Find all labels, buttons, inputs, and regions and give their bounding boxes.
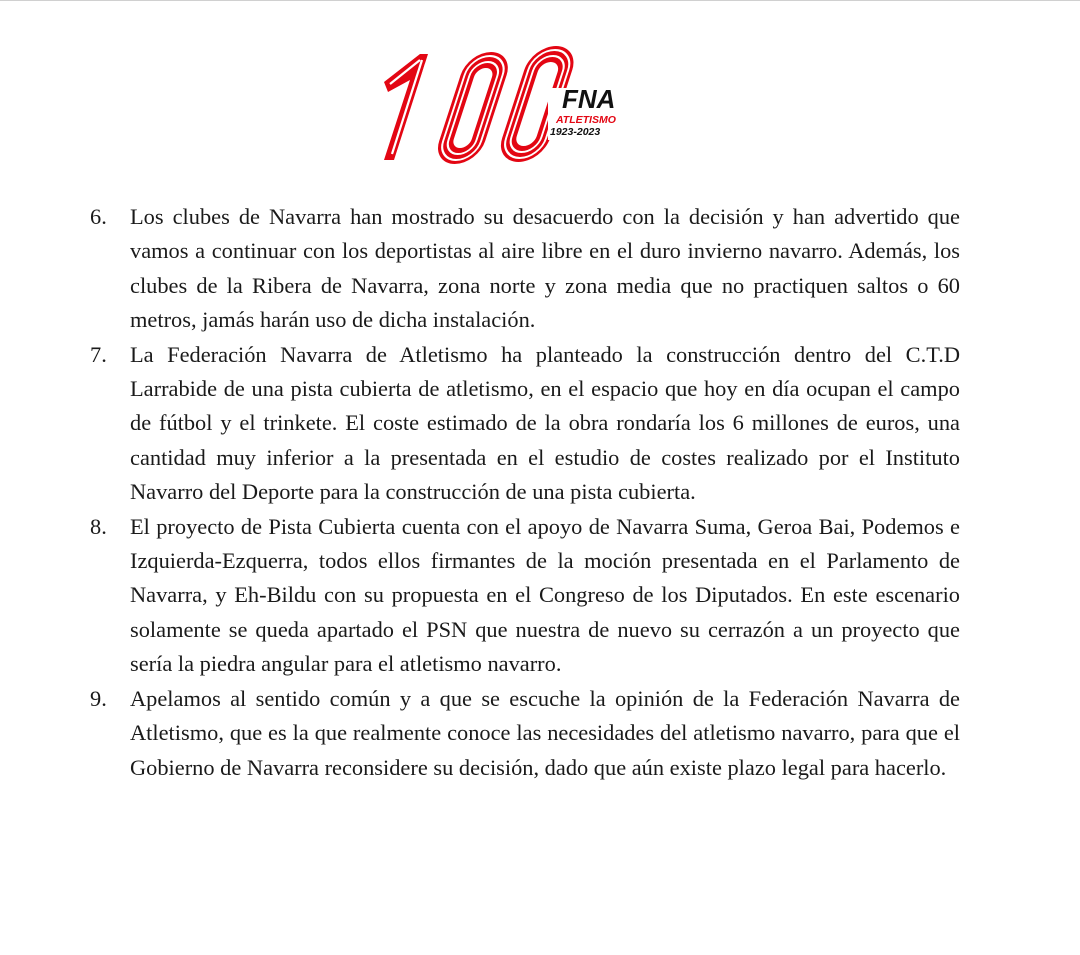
list-item-text: La Federación Navarra de Atletismo ha planteado la construcción dentro del C.T.D Larrabide de una pista cubierta de atletismo, en el espacio que hoy en día ocupan el campo de fútbol y el trinkete. El coste estimado de la obra rondaría los 6 millones de euros, una cantidad muy inferior a la presentada en el estudio de costes realizado por el Instituto Navarro del Deporte para la construcción de una pista cubierta. [130, 341, 960, 505]
top-divider [0, 0, 1080, 1]
logo-fna-text: FNA [562, 84, 616, 114]
list-item-text: El proyecto de Pista Cubierta cuenta con el apoyo de Navarra Suma, Geroa Bai, Podemos e Izquierda-Ezquerra, todos ellos firmantes de la moción presentada en el Parlamento de Navarra, y Eh-Bildu con su propuesta en el Congreso de los Diputados. En este escenario solamente se queda apartado el PSN que nuestra de nuevo su cerrazón a un proyecto que sería la piedra angular para el atletismo navarro. [130, 513, 960, 677]
logo-sport-text: ATLETISMO [556, 114, 616, 126]
logo-graphic [380, 40, 640, 170]
list-item-number: 8. [90, 513, 107, 539]
list-item-text: Los clubes de Navarra han mostrado su desacuerdo con la decisión y han advertido que vamos a continuar con los deportistas al aire libre en el duro invierno navarro. Además, los clubes de la Ribera de Navarra, zona norte y zona media que no practiquen saltos o 60 metros, jamás harán uso de dicha instalación. [130, 204, 960, 333]
list-item-text: Apelamos al sentido común y a que se escuche la opinión de la Federación Navarra de Atletismo, que es la que realmente conoce las necesidades del atletismo navarro, para que el Gobierno de Navarra reconsidere su decisión, dado que aún existe plazo legal para hacerlo. [130, 685, 960, 780]
list-item [88, 682, 960, 785]
list-item [88, 200, 960, 338]
logo-years-text: 1923-2023 [550, 126, 601, 138]
list-item [88, 510, 960, 682]
list-item-number: 9. [90, 685, 107, 711]
list-item [88, 338, 960, 510]
fna-centenary-logo [380, 40, 640, 170]
list-item-number: 6. [90, 204, 107, 229]
list-item-number: 7. [90, 341, 107, 367]
numbered-list [88, 200, 960, 785]
